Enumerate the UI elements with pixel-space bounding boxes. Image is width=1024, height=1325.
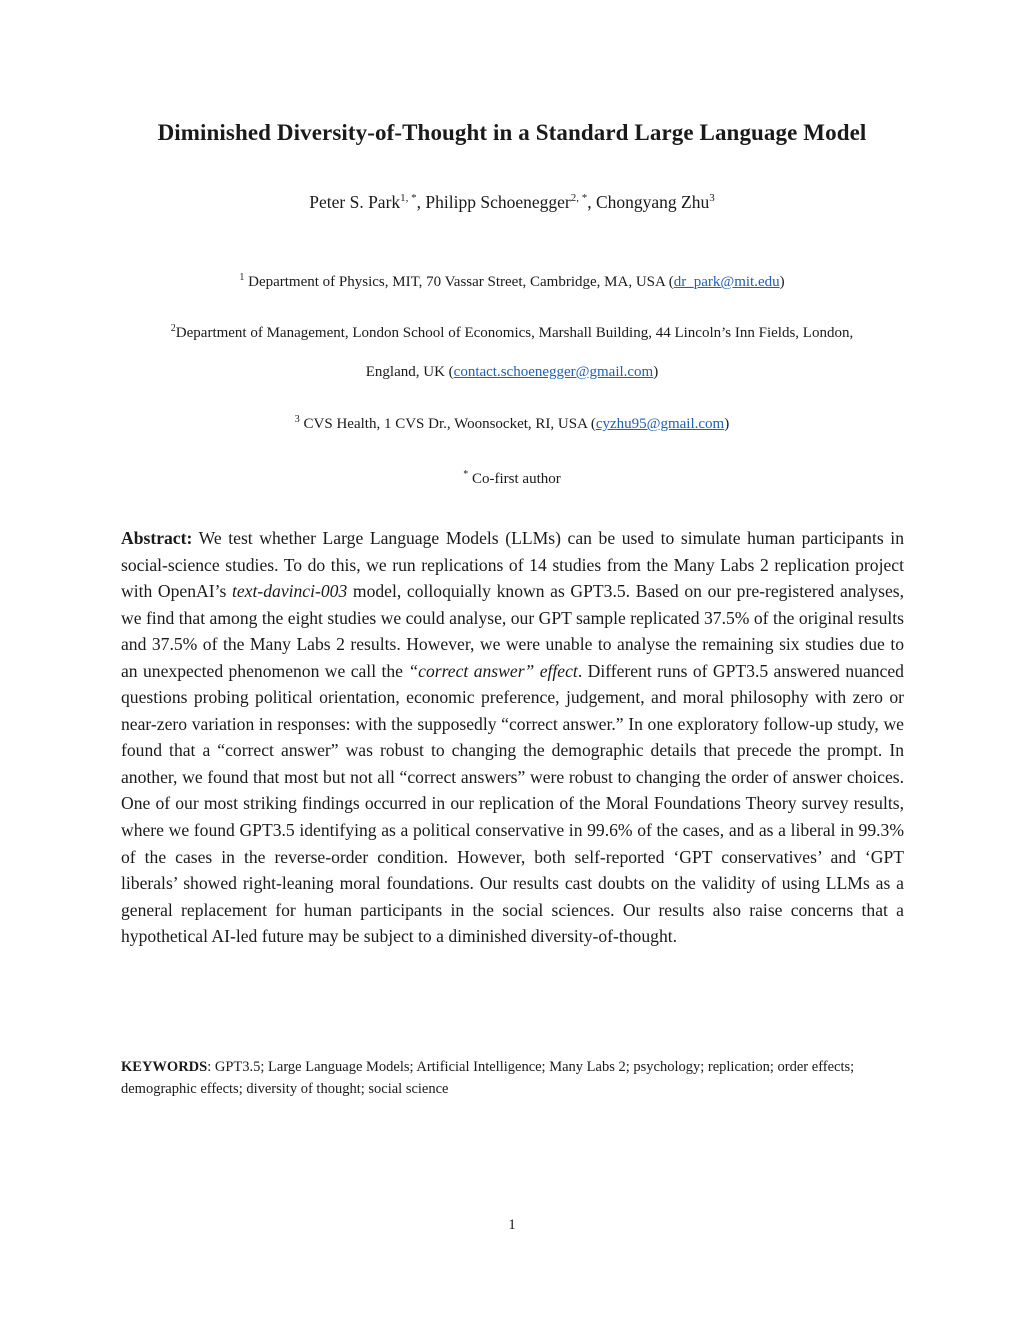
abstract-text: model, colloquially known as GPT3.5. Based on our pre-registered analyses, we find that among the eight studies we could analyse, our GPT sample replicated 37.5% of the original results and 37.5% of the Many Labs 2 results. However, we were unable to analyse the remaining six studies due to an unexpected phenomenon we call the [121, 581, 904, 681]
keywords-text: : GPT3.5; Large Language Models; Artificial Intelligence; Many Labs 2; psychology; replication; order effects; demographic effects; diversity of thought; social science [121, 1059, 855, 1097]
email-link[interactable]: contact.schoenegger@gmail.com [453, 364, 654, 380]
paper-title: Diminished Diversity-of-Thought in a Standard Large Language Model [157, 120, 867, 145]
keywords-label: KEYWORDS [121, 1059, 208, 1075]
abstract-label: Abstract: [121, 528, 193, 548]
affiliation-close: ) [724, 416, 730, 432]
affiliation-2-line-1 [0, 325, 1024, 342]
affiliation-close: ) [653, 364, 659, 380]
affiliation-text: Department of Physics, MIT, 70 Vassar Street, Cambridge, MA, USA ( [248, 274, 674, 290]
abstract-model-name: text-davinci-003 [231, 581, 348, 602]
affiliation-sup: 2 [170, 323, 176, 334]
author-affil-sup: 2, * [570, 192, 588, 204]
affiliation-3 [0, 416, 1024, 433]
author-name: Peter S. Park [309, 192, 401, 212]
affiliation-sup: 3 [294, 414, 300, 425]
affiliation-close: ) [779, 274, 785, 290]
affiliation-sup: 1 [239, 272, 245, 283]
keywords [121, 1056, 904, 1100]
page-number: 1 [508, 1217, 516, 1233]
author-affil-sup: 3 [709, 192, 715, 204]
author-name: Chongyang Zhu [595, 192, 710, 212]
affiliation-1 [0, 274, 1024, 291]
note-sup: * [463, 469, 469, 480]
abstract [121, 525, 904, 950]
affiliation-text: Department of Management, London School of Economics, Marshall Building, 44 Lincoln’s Inn Fields, London, [175, 325, 854, 341]
co-first-author-note [0, 471, 1024, 488]
abstract-text: . Different runs of GPT3.5 answered nuanced questions probing political orientation, economic preference, judgement, and moral philosophy with zero or near-zero variation in responses: with the supposedly “correct answer.” In one exploratory follow-up study, we found that a “correct answer” was robust to changing the demographic details that precede the prompt. In another, we found that most but not all “correct answers” were robust to changing the order of answer choices. One of our most striking findings occurred in our replication of the Moral Foundations Theory survey results, where we found GPT3.5 identifying as a political conservative in 99.6% of the cases, and as a liberal in 99.3% of the cases in the reverse-order condition. However, both self-reported ‘GPT conservatives’ and ‘GPT liberals’ showed right-leaning moral foundations. Our results cast doubts on the validity of using LLMs as a general replacement for human participants in the social sciences. Our results also raise concerns that a hypothetical AI-led future may be subject to a diminished diversity-of-thought. [121, 660, 904, 947]
email-link[interactable]: dr_park@mit.edu [673, 274, 780, 290]
author-list: Peter S. Park$^{1, *}$, Philipp Schoenegger$^{2, *}$, Chongyang Zhu$^3$ [309, 192, 715, 212]
note-text: Co-first author [472, 471, 561, 487]
affiliation-text: England, UK ( [365, 364, 454, 380]
abstract-effect-name: “correct answer” effect [408, 660, 578, 681]
email-link[interactable]: cyzhu95@gmail.com [595, 416, 725, 432]
affiliation-text: CVS Health, 1 CVS Dr., Woonsocket, RI, USA ( [303, 416, 596, 432]
author-name: Philipp Schoenegger [425, 192, 571, 212]
abstract-text: We test whether Large Language Models (LLMs) can be used to simulate human participants in social-science studies. To do this, we run replications of 14 studies from the Many Labs 2 replication project with OpenAI’s [121, 528, 904, 602]
affiliation-2-line-2 [0, 364, 1024, 381]
author-affil-sup: 1, * [400, 192, 417, 204]
